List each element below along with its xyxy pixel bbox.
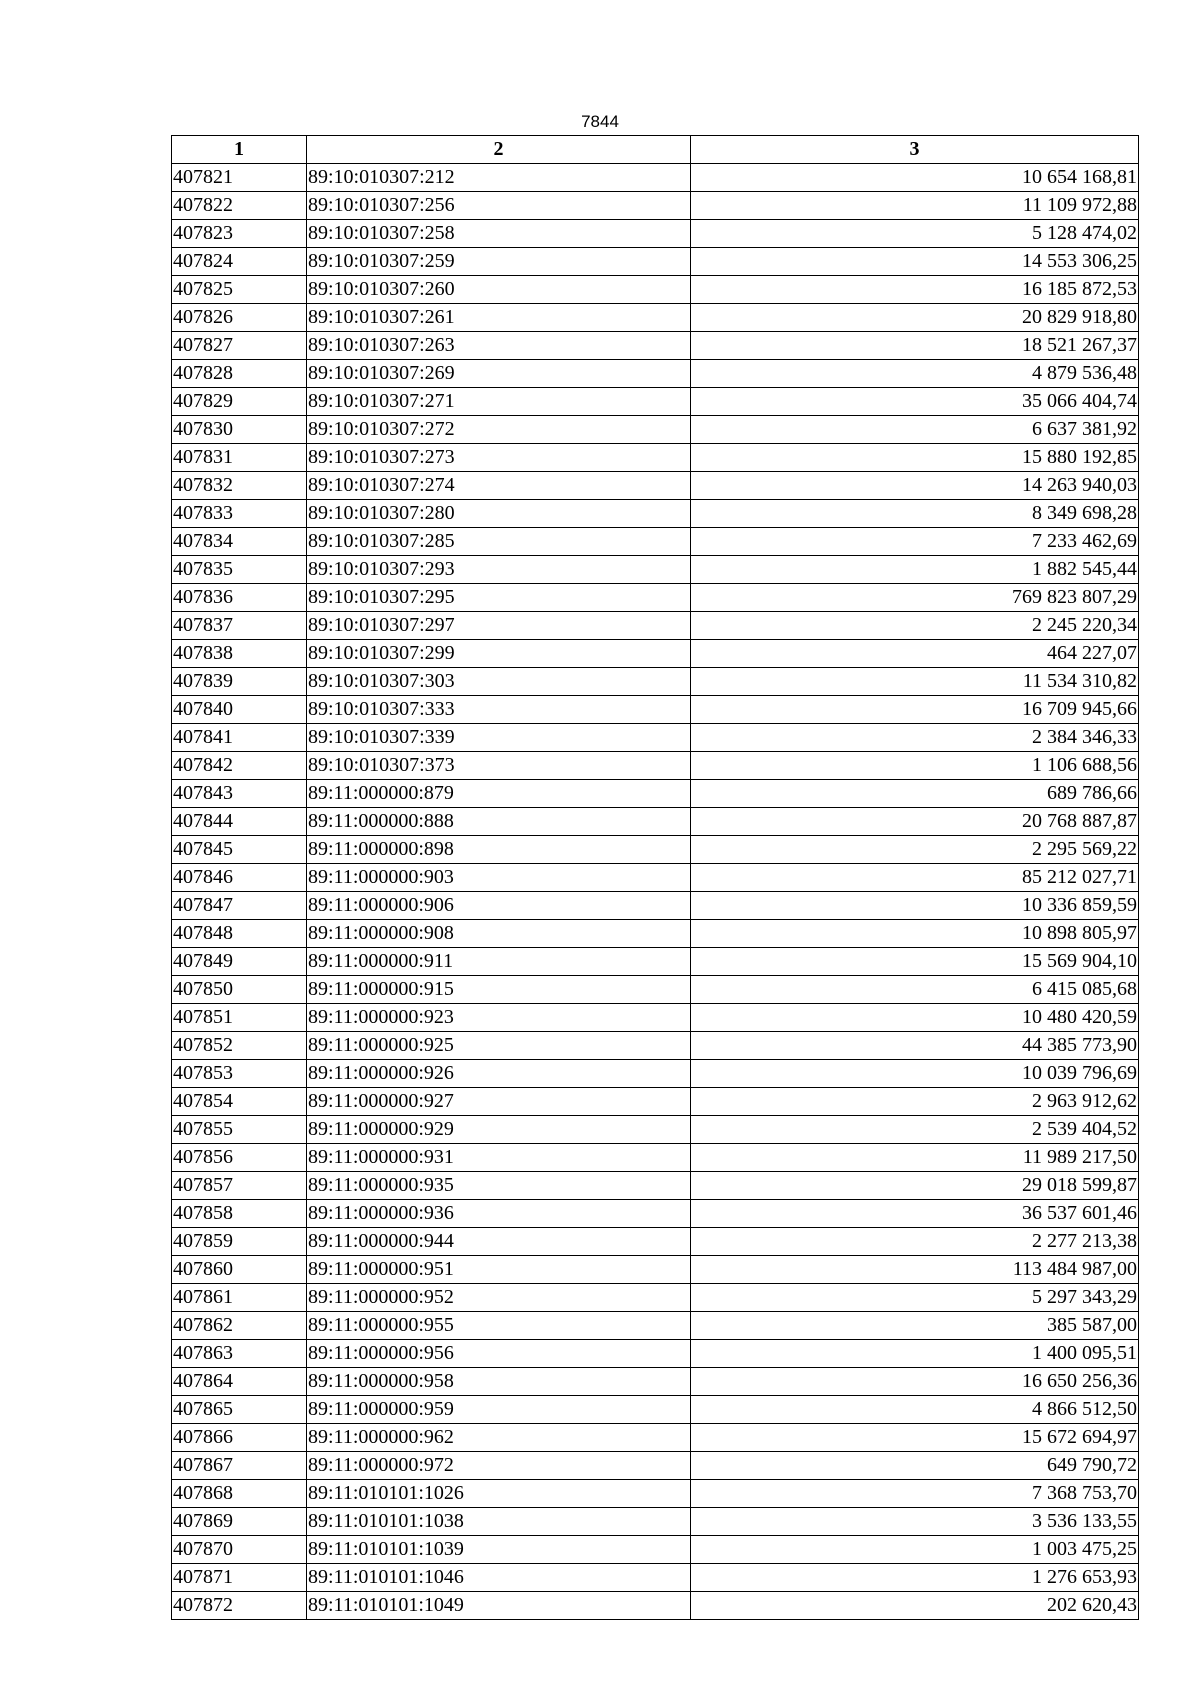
table-row — [172, 1284, 1139, 1312]
cadastral-number-cell: 89:10:010307:293 — [307, 556, 691, 584]
row-number-cell: 407823 — [172, 220, 307, 248]
value-cell: 16 650 256,36 — [691, 1368, 1139, 1396]
table-row — [172, 976, 1139, 1004]
value-cell: 2 963 912,62 — [691, 1088, 1139, 1116]
cadastral-number-cell: 89:10:010307:272 — [307, 416, 691, 444]
row-number-cell: 407841 — [172, 724, 307, 752]
column-header-3: 3 — [691, 136, 1139, 164]
row-number-cell: 407867 — [172, 1452, 307, 1480]
table-body — [172, 164, 1139, 1620]
cadastral-number-cell: 89:11:000000:955 — [307, 1312, 691, 1340]
value-cell: 5 128 474,02 — [691, 220, 1139, 248]
value-cell: 29 018 599,87 — [691, 1172, 1139, 1200]
table-row — [172, 584, 1139, 612]
table-row — [172, 1032, 1139, 1060]
row-number-cell: 407832 — [172, 472, 307, 500]
table-row — [172, 864, 1139, 892]
row-number-cell: 407852 — [172, 1032, 307, 1060]
cadastral-number-cell: 89:11:000000:929 — [307, 1116, 691, 1144]
value-cell: 44 385 773,90 — [691, 1032, 1139, 1060]
table-row — [172, 1004, 1139, 1032]
row-number-cell: 407861 — [172, 1284, 307, 1312]
cadastral-number-cell: 89:11:000000:898 — [307, 836, 691, 864]
table-row — [172, 1172, 1139, 1200]
value-cell: 14 263 940,03 — [691, 472, 1139, 500]
value-cell: 385 587,00 — [691, 1312, 1139, 1340]
value-cell: 1 400 095,51 — [691, 1340, 1139, 1368]
cadastral-number-cell: 89:11:000000:923 — [307, 1004, 691, 1032]
column-header-2: 2 — [307, 136, 691, 164]
table-row — [172, 248, 1139, 276]
value-cell: 3 536 133,55 — [691, 1508, 1139, 1536]
row-number-cell: 407860 — [172, 1256, 307, 1284]
row-number-cell: 407858 — [172, 1200, 307, 1228]
header-row — [172, 136, 1139, 164]
value-cell: 689 786,66 — [691, 780, 1139, 808]
cadastral-number-cell: 89:11:010101:1049 — [307, 1592, 691, 1620]
row-number-cell: 407857 — [172, 1172, 307, 1200]
row-number-cell: 407850 — [172, 976, 307, 1004]
cadastral-number-cell: 89:11:000000:926 — [307, 1060, 691, 1088]
table-row — [172, 920, 1139, 948]
table-row — [172, 1088, 1139, 1116]
value-cell: 464 227,07 — [691, 640, 1139, 668]
row-number-cell: 407826 — [172, 304, 307, 332]
row-number-cell: 407851 — [172, 1004, 307, 1032]
column-header-1: 1 — [172, 136, 307, 164]
table-row — [172, 1592, 1139, 1620]
table-row — [172, 1452, 1139, 1480]
row-number-cell: 407843 — [172, 780, 307, 808]
value-cell: 15 672 694,97 — [691, 1424, 1139, 1452]
value-cell: 10 898 805,97 — [691, 920, 1139, 948]
cadastral-number-cell: 89:10:010307:271 — [307, 388, 691, 416]
cadastral-number-cell: 89:11:000000:906 — [307, 892, 691, 920]
value-cell: 16 709 945,66 — [691, 696, 1139, 724]
row-number-cell: 407846 — [172, 864, 307, 892]
table-row — [172, 220, 1139, 248]
table-row — [172, 696, 1139, 724]
row-number-cell: 407840 — [172, 696, 307, 724]
value-cell: 11 109 972,88 — [691, 192, 1139, 220]
value-cell: 10 480 420,59 — [691, 1004, 1139, 1032]
table-row — [172, 360, 1139, 388]
row-number-cell: 407847 — [172, 892, 307, 920]
cadastral-number-cell: 89:11:000000:944 — [307, 1228, 691, 1256]
table-row — [172, 724, 1139, 752]
table-row — [172, 500, 1139, 528]
row-number-cell: 407855 — [172, 1116, 307, 1144]
value-cell: 202 620,43 — [691, 1592, 1139, 1620]
row-number-cell: 407869 — [172, 1508, 307, 1536]
cadastral-number-cell: 89:11:010101:1046 — [307, 1564, 691, 1592]
table-row — [172, 780, 1139, 808]
value-cell: 10 336 859,59 — [691, 892, 1139, 920]
cadastral-number-cell: 89:10:010307:297 — [307, 612, 691, 640]
value-cell: 36 537 601,46 — [691, 1200, 1139, 1228]
value-cell: 6 637 381,92 — [691, 416, 1139, 444]
cadastral-number-cell: 89:11:000000:958 — [307, 1368, 691, 1396]
table-row — [172, 1536, 1139, 1564]
value-cell: 1 276 653,93 — [691, 1564, 1139, 1592]
cadastral-number-cell: 89:11:000000:951 — [307, 1256, 691, 1284]
table-row — [172, 1060, 1139, 1088]
row-number-cell: 407863 — [172, 1340, 307, 1368]
row-number-cell: 407836 — [172, 584, 307, 612]
value-cell: 6 415 085,68 — [691, 976, 1139, 1004]
table-row — [172, 1368, 1139, 1396]
cadastral-number-cell: 89:11:000000:956 — [307, 1340, 691, 1368]
cadastral-number-cell: 89:11:000000:962 — [307, 1424, 691, 1452]
table-row — [172, 1200, 1139, 1228]
table-row — [172, 640, 1139, 668]
row-number-cell: 407821 — [172, 164, 307, 192]
value-cell: 1 003 475,25 — [691, 1536, 1139, 1564]
value-cell: 1 106 688,56 — [691, 752, 1139, 780]
row-number-cell: 407856 — [172, 1144, 307, 1172]
value-cell: 10 654 168,81 — [691, 164, 1139, 192]
cadastral-number-cell: 89:11:000000:911 — [307, 948, 691, 976]
row-number-cell: 407835 — [172, 556, 307, 584]
page-number: 7844 — [581, 112, 619, 131]
row-number-cell: 407859 — [172, 1228, 307, 1256]
cadastral-number-cell: 89:11:000000:908 — [307, 920, 691, 948]
row-number-cell: 407838 — [172, 640, 307, 668]
row-number-cell: 407844 — [172, 808, 307, 836]
value-cell: 18 521 267,37 — [691, 332, 1139, 360]
cadastral-number-cell: 89:11:000000:952 — [307, 1284, 691, 1312]
value-cell: 20 768 887,87 — [691, 808, 1139, 836]
table-row — [172, 1312, 1139, 1340]
cadastral-number-cell: 89:11:000000:903 — [307, 864, 691, 892]
cadastral-number-cell: 89:10:010307:280 — [307, 500, 691, 528]
value-cell: 15 569 904,10 — [691, 948, 1139, 976]
cadastral-number-cell: 89:11:000000:959 — [307, 1396, 691, 1424]
row-number-cell: 407871 — [172, 1564, 307, 1592]
table-row — [172, 1424, 1139, 1452]
value-cell: 7 368 753,70 — [691, 1480, 1139, 1508]
table-row — [172, 668, 1139, 696]
value-cell: 15 880 192,85 — [691, 444, 1139, 472]
cadastral-number-cell: 89:10:010307:299 — [307, 640, 691, 668]
cadastral-number-cell: 89:10:010307:258 — [307, 220, 691, 248]
cadastral-number-cell: 89:10:010307:303 — [307, 668, 691, 696]
row-number-cell: 407849 — [172, 948, 307, 976]
table-row — [172, 1256, 1139, 1284]
value-cell: 2 277 213,38 — [691, 1228, 1139, 1256]
cadastral-number-cell: 89:11:000000:915 — [307, 976, 691, 1004]
value-cell: 649 790,72 — [691, 1452, 1139, 1480]
row-number-cell: 407822 — [172, 192, 307, 220]
value-cell: 14 553 306,25 — [691, 248, 1139, 276]
row-number-cell: 407837 — [172, 612, 307, 640]
table-row — [172, 444, 1139, 472]
table-header — [172, 136, 1139, 164]
value-cell: 11 989 217,50 — [691, 1144, 1139, 1172]
cadastral-number-cell: 89:10:010307:273 — [307, 444, 691, 472]
cadastral-number-cell: 89:10:010307:259 — [307, 248, 691, 276]
table-row — [172, 1228, 1139, 1256]
value-cell: 2 384 346,33 — [691, 724, 1139, 752]
row-number-cell: 407870 — [172, 1536, 307, 1564]
value-cell: 769 823 807,29 — [691, 584, 1139, 612]
cadastral-number-cell: 89:10:010307:333 — [307, 696, 691, 724]
row-number-cell: 407845 — [172, 836, 307, 864]
value-cell: 1 882 545,44 — [691, 556, 1139, 584]
value-cell: 8 349 698,28 — [691, 500, 1139, 528]
cadastral-number-cell: 89:11:010101:1038 — [307, 1508, 691, 1536]
cadastral-number-cell: 89:10:010307:295 — [307, 584, 691, 612]
cadastral-number-cell: 89:10:010307:263 — [307, 332, 691, 360]
value-cell: 20 829 918,80 — [691, 304, 1139, 332]
value-cell: 5 297 343,29 — [691, 1284, 1139, 1312]
table-row — [172, 1564, 1139, 1592]
cadastral-number-cell: 89:11:010101:1026 — [307, 1480, 691, 1508]
cadastral-number-cell: 89:10:010307:339 — [307, 724, 691, 752]
cadastral-number-cell: 89:11:000000:925 — [307, 1032, 691, 1060]
table-row — [172, 528, 1139, 556]
table-row — [172, 1340, 1139, 1368]
value-cell: 2 295 569,22 — [691, 836, 1139, 864]
row-number-cell: 407842 — [172, 752, 307, 780]
row-number-cell: 407854 — [172, 1088, 307, 1116]
cadastral-number-cell: 89:10:010307:373 — [307, 752, 691, 780]
table-row — [172, 332, 1139, 360]
table-row — [172, 808, 1139, 836]
value-cell: 10 039 796,69 — [691, 1060, 1139, 1088]
row-number-cell: 407853 — [172, 1060, 307, 1088]
cadastral-number-cell: 89:11:000000:888 — [307, 808, 691, 836]
cadastral-number-cell: 89:11:000000:972 — [307, 1452, 691, 1480]
row-number-cell: 407872 — [172, 1592, 307, 1620]
row-number-cell: 407825 — [172, 276, 307, 304]
data-table — [171, 135, 1139, 1620]
table-row — [172, 416, 1139, 444]
table-row — [172, 556, 1139, 584]
row-number-cell: 407834 — [172, 528, 307, 556]
table-row — [172, 752, 1139, 780]
table-row — [172, 836, 1139, 864]
table-row — [172, 304, 1139, 332]
row-number-cell: 407831 — [172, 444, 307, 472]
cadastral-number-cell: 89:10:010307:260 — [307, 276, 691, 304]
cadastral-number-cell: 89:10:010307:261 — [307, 304, 691, 332]
table-row — [172, 1480, 1139, 1508]
cadastral-number-cell: 89:11:000000:936 — [307, 1200, 691, 1228]
cadastral-number-cell: 89:10:010307:212 — [307, 164, 691, 192]
row-number-cell: 407828 — [172, 360, 307, 388]
table-row — [172, 164, 1139, 192]
cadastral-number-cell: 89:11:000000:931 — [307, 1144, 691, 1172]
row-number-cell: 407865 — [172, 1396, 307, 1424]
cadastral-number-cell: 89:11:000000:927 — [307, 1088, 691, 1116]
table-row — [172, 192, 1139, 220]
table-row — [172, 472, 1139, 500]
value-cell: 35 066 404,74 — [691, 388, 1139, 416]
cadastral-number-cell: 89:11:010101:1039 — [307, 1536, 691, 1564]
row-number-cell: 407830 — [172, 416, 307, 444]
cadastral-number-cell: 89:10:010307:285 — [307, 528, 691, 556]
row-number-cell: 407839 — [172, 668, 307, 696]
row-number-cell: 407833 — [172, 500, 307, 528]
table-row — [172, 612, 1139, 640]
row-number-cell: 407866 — [172, 1424, 307, 1452]
row-number-cell: 407864 — [172, 1368, 307, 1396]
cadastral-number-cell: 89:10:010307:274 — [307, 472, 691, 500]
value-cell: 7 233 462,69 — [691, 528, 1139, 556]
value-cell: 11 534 310,82 — [691, 668, 1139, 696]
table-row — [172, 948, 1139, 976]
cadastral-number-cell: 89:11:000000:879 — [307, 780, 691, 808]
value-cell: 113 484 987,00 — [691, 1256, 1139, 1284]
table-row — [172, 1144, 1139, 1172]
cadastral-number-cell: 89:10:010307:256 — [307, 192, 691, 220]
row-number-cell: 407862 — [172, 1312, 307, 1340]
value-cell: 4 866 512,50 — [691, 1396, 1139, 1424]
cadastral-number-cell: 89:10:010307:269 — [307, 360, 691, 388]
value-cell: 85 212 027,71 — [691, 864, 1139, 892]
cadastral-number-cell: 89:11:000000:935 — [307, 1172, 691, 1200]
table-row — [172, 276, 1139, 304]
row-number-cell: 407829 — [172, 388, 307, 416]
value-cell: 2 245 220,34 — [691, 612, 1139, 640]
row-number-cell: 407824 — [172, 248, 307, 276]
table-row — [172, 1116, 1139, 1144]
table-row — [172, 1508, 1139, 1536]
value-cell: 16 185 872,53 — [691, 276, 1139, 304]
table-row — [172, 892, 1139, 920]
table-row — [172, 1396, 1139, 1424]
table-row — [172, 388, 1139, 416]
row-number-cell: 407868 — [172, 1480, 307, 1508]
row-number-cell: 407827 — [172, 332, 307, 360]
value-cell: 4 879 536,48 — [691, 360, 1139, 388]
value-cell: 2 539 404,52 — [691, 1116, 1139, 1144]
row-number-cell: 407848 — [172, 920, 307, 948]
